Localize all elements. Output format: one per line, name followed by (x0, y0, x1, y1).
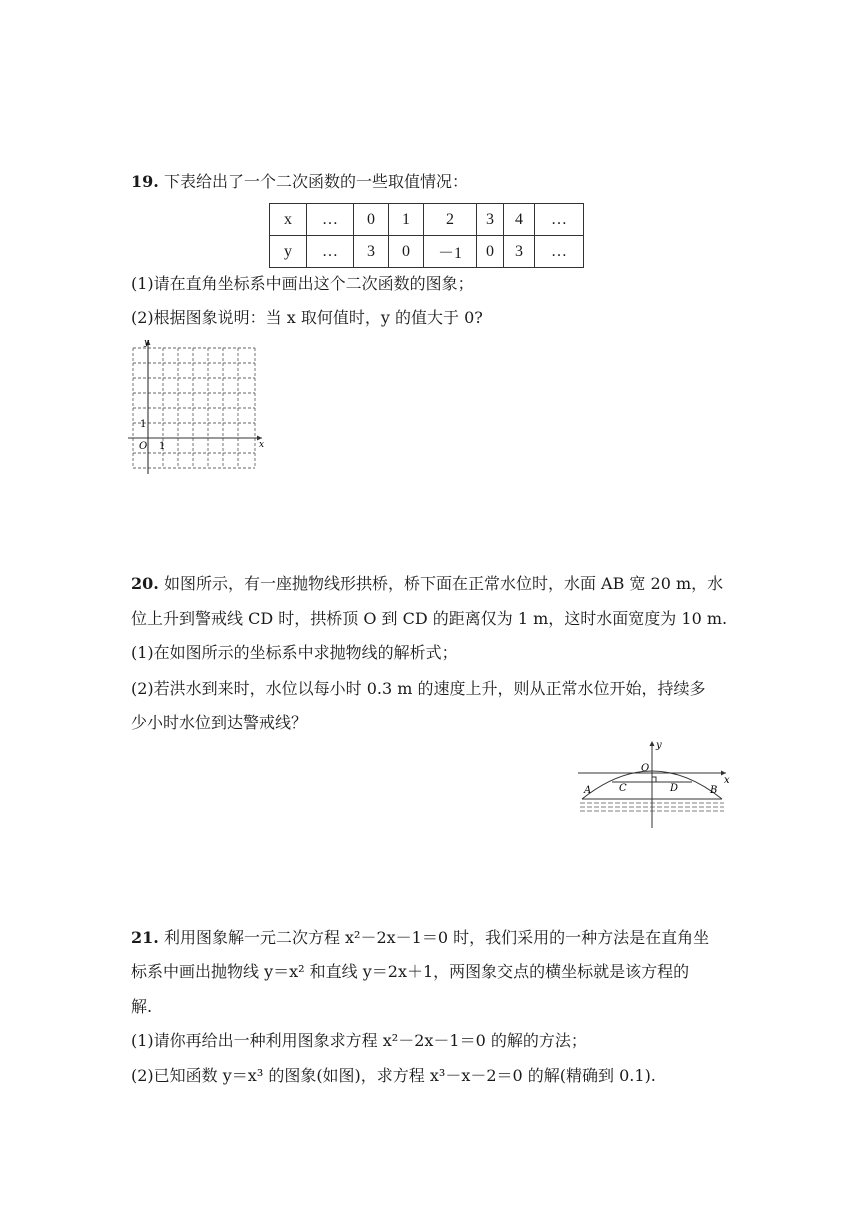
question-text: 如图所示，有一座抛物线形拱桥，桥下面在正常水位时，水面 AB 宽 20 m，水 (163, 574, 724, 593)
question-number: 19. (131, 172, 159, 191)
axis-label-y: y (144, 338, 150, 348)
table-cell: －1 (424, 236, 477, 268)
origin-label: O (139, 441, 148, 452)
question-number: 20. (131, 574, 159, 593)
label-b: B (710, 785, 718, 796)
q20-part2a: (2)若洪水到来时，水位以每小时 0.3 m 的速度上升，则从正常水位开始，持续多 (131, 679, 706, 698)
table-cell: … (307, 236, 354, 268)
table-cell: 2 (424, 204, 477, 236)
q19-stem (131, 172, 468, 192)
table-cell: 1 (389, 204, 424, 236)
label-c: C (619, 783, 627, 794)
q21-line3: 解. (131, 997, 153, 1016)
question-number: 21. (131, 928, 159, 947)
q19-part1: (1)请在直角坐标系中画出这个二次函数的图象； (131, 274, 474, 293)
right-angle-mark (652, 777, 656, 782)
table-cell: 3 (504, 236, 535, 268)
bridge-figure (574, 736, 734, 830)
label-o: O (641, 763, 650, 774)
table-cell: 0 (389, 236, 424, 268)
table-cell: … (307, 204, 354, 236)
question-text: 利用图象解一元二次方程 x²－2x－1＝0 时，我们采用的一种方法是在直角坐 (163, 928, 710, 947)
tick-label-x: 1 (159, 441, 166, 452)
table-row-y (270, 236, 584, 268)
tick-label-y: 1 (140, 419, 147, 430)
value-table (269, 203, 584, 268)
q20-part1: (1)在如图所示的坐标系中求抛物线的解析式； (131, 643, 458, 662)
question-text: 下表给出了一个二次函数的一些取值情况： (163, 172, 468, 191)
axis-label-x: x (724, 775, 730, 786)
axis-label-x: x (259, 440, 265, 450)
table-cell: 0 (477, 236, 504, 268)
table-cell: 3 (354, 236, 389, 268)
table-cell: x (270, 204, 307, 236)
q21-part1: (1)请你再给出一种利用图象求方程 x²－2x－1＝0 的解的方法； (131, 1031, 587, 1050)
label-d: D (670, 783, 679, 794)
q20-line2: 位上升到警戒线 CD 时，拱桥顶 O 到 CD 的距离仅为 1 m，这时水面宽度为 10 m. (131, 609, 728, 628)
q21-part2: (2)已知函数 y＝x³ 的图象(如图)，求方程 x³－x－2＝0 的解(精确到 0.1). (131, 1066, 656, 1085)
q20-line1 (131, 574, 723, 594)
table-cell: 3 (477, 204, 504, 236)
y-arrow-icon (650, 741, 655, 746)
coordinate-grid (125, 336, 270, 476)
table-cell: … (535, 204, 584, 236)
axis-label-y: y (656, 740, 662, 751)
q19-part2: (2)根据图象说明：当 x 取何值时，y 的值大于 0? (131, 308, 483, 327)
table-cell: 0 (354, 204, 389, 236)
q21-line2: 标系中画出抛物线 y＝x² 和直线 y＝2x＋1，两图象交点的横坐标就是该方程的 (131, 962, 690, 981)
table-row-x (270, 204, 584, 236)
table-cell: … (535, 236, 584, 268)
q21-line1 (131, 928, 709, 948)
table-cell: y (270, 236, 307, 268)
q20-part2b: 少小时水位到达警戒线？ (131, 713, 308, 732)
table-cell: 4 (504, 204, 535, 236)
label-a: A (584, 785, 592, 796)
